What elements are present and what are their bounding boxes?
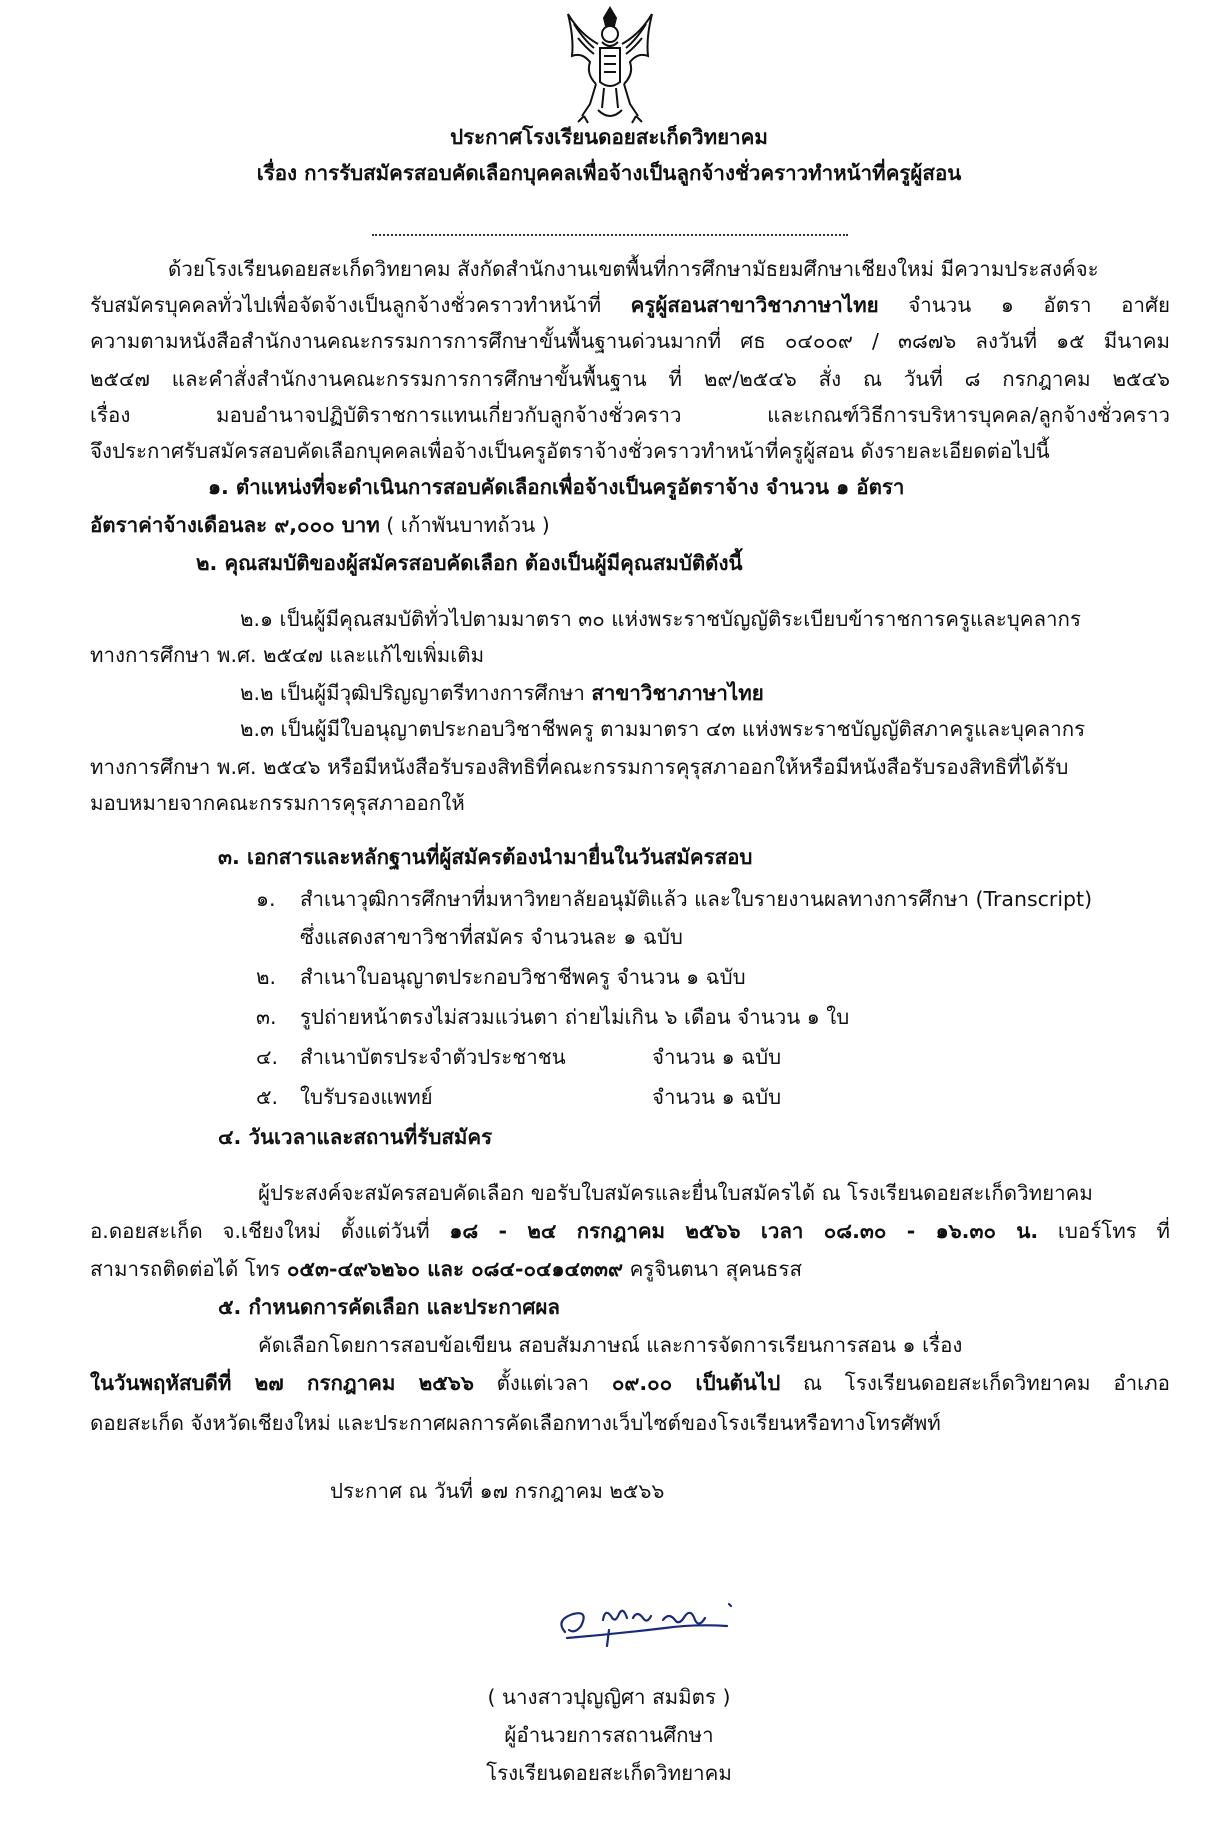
- intro-line-5: เรื่อง มอบอำนาจปฏิบัติราชการแทนเกี่ยวกับลูกจ้างชั่วคราว และเกณฑ์วิธีการบริหารบุคคล/ลูกจ้างชั่วคราว: [90, 403, 1170, 427]
- doc-item-text: รูปถ่ายหน้าตรงไม่สวมแว่นตา ถ่ายไม่เกิน ๖ เดือน จำนวน ๑ ใบ: [300, 1005, 850, 1029]
- signer-name: ( นางสาวปุญญิศา สมมิตร ): [487, 1685, 731, 1709]
- doc-item-text: สำเนาวุฒิการศึกษาที่มหาวิทยาลัยอนุมัติแล้ว และใบรายงานผลทางการศึกษา (Transcript): [300, 887, 1093, 911]
- qualification-2-3-cont: ทางการศึกษา พ.ศ. ๒๕๔๖ หรือมีหนังสือรับรองสิทธิที่คณะกรรมการคุรุสภาออกให้หรือมีหนังสือรับรองสิทธิที่ได้รับ: [90, 755, 1069, 779]
- doc-item-text: สำเนาใบอนุญาตประกอบวิชาชีพครู จำนวน ๑ ฉบับ: [300, 965, 746, 989]
- intro-line-3: ความตามหนังสือสำนักงานคณะกรรมการการศึกษาขั้นพื้นฐานด่วนมากที่ ศธ ๐๔๐๐๙ / ๓๘๗๖ ลงวันที่ ๑๕ มีนาคม: [90, 329, 1170, 353]
- qualification-2-1-cont: ทางการศึกษา พ.ศ. ๒๕๔๗ และแก้ไขเพิ่มเติม: [90, 643, 485, 667]
- application-date: ๑๘ - ๒๔ กรกฎาคม ๒๕๖๖ เวลา ๐๘.๓๐ - ๑๖.๓๐ น.: [449, 1219, 1039, 1243]
- selection-time: ๐๙.๐๐ เป็นต้นไป: [611, 1371, 781, 1395]
- application-line-2: [90, 1214, 1170, 1248]
- doc-item-text: ใบรับรองแพทย์: [300, 1085, 433, 1109]
- major-highlight: สาขาวิชาภาษาไทย: [591, 681, 764, 705]
- doc-item-num: ๒.: [256, 965, 277, 989]
- doc-item-text: สำเนาบัตรประจำตัวประชาชน: [300, 1045, 566, 1069]
- contact-phone: ๐๕๓-๔๙๖๒๖๐ และ ๐๘๔-๐๔๑๔๓๓๙: [286, 1257, 624, 1281]
- selection-text: ตั้งแต่เวลา: [473, 1371, 612, 1395]
- page-title: ประกาศโรงเรียนดอยสะเก็ดวิทยาคม: [450, 125, 768, 149]
- application-line-1: ผู้ประสงค์จะสมัครสอบคัดเลือก ขอรับใบสมัครและยื่นใบสมัครได้ ณ โรงเรียนดอยสะเก็ดวิทยาคม: [258, 1181, 1093, 1205]
- section-3-heading: ๓. เอกสารและหลักฐานที่ผู้สมัครต้องนำมายื่นในวันสมัครสอบ: [218, 845, 753, 869]
- position-highlight: ครูผู้สอนสาขาวิชาภาษาไทย: [630, 293, 879, 317]
- wage-line: [90, 508, 1170, 542]
- section-2-heading: ๒. คุณสมบัติของผู้สมัครสอบคัดเลือก ต้องเป็นผู้มีคุณสมบัติดังนี้: [196, 551, 743, 575]
- doc-item-text-cont: ซึ่งแสดงสาขาวิชาที่สมัคร จำนวนละ ๑ ฉบับ: [300, 925, 683, 949]
- qualification-2-2: [240, 676, 1170, 710]
- section-5-heading: ๕. กำหนดการคัดเลือก และประกาศผล: [218, 1295, 560, 1319]
- signer-position: ผู้อำนวยการสถานศึกษา: [504, 1723, 714, 1747]
- qualification-2-1: ๒.๑ เป็นผู้มีคุณสมบัติทั่วไปตามมาตรา ๓๐ แห่งพระราชบัญญัติระเบียบข้าราชการครูและบุคลากร: [240, 607, 1081, 631]
- application-text: เบอร์โทร ที่: [1038, 1219, 1170, 1243]
- doc-item-num: ๕.: [256, 1085, 279, 1109]
- selection-text: ณ โรงเรียนดอยสะเก็ดวิทยาคม อำเภอ: [780, 1371, 1170, 1395]
- signer-school: โรงเรียนดอยสะเก็ดวิทยาคม: [486, 1761, 732, 1785]
- section-1-heading: ๑. ตำแหน่งที่จะดำเนินการสอบคัดเลือกเพื่อจ้างเป็นครูอัตราจ้าง จำนวน ๑ อัตรา: [208, 475, 905, 499]
- wage-text: ( เก้าพันบาทถ้วน ): [379, 513, 550, 537]
- doc-item-qty: จำนวน ๑ ฉบับ: [652, 1085, 782, 1109]
- selection-line-1: คัดเลือกโดยการสอบข้อเขียน สอบสัมภาษณ์ และการจัดการเรียนการสอน ๑ เรื่อง: [258, 1333, 963, 1357]
- doc-item-num: ๔.: [256, 1045, 279, 1069]
- doc-item-num: ๑.: [256, 887, 276, 911]
- qualification-2-3-cont2: มอบหมายจากคณะกรรมการคุรุสภาออกให้: [90, 791, 465, 815]
- intro-line-2: [90, 288, 1170, 322]
- application-text: อ.ดอยสะเก็ด จ.เชียงใหม่ ตั้งแต่วันที่: [90, 1219, 450, 1243]
- contact-text: สามารถติดต่อได้ โทร: [90, 1257, 287, 1281]
- subject-line: เรื่อง การรับสมัครสอบคัดเลือกบุคคลเพื่อจ้างเป็นลูกจ้างชั่วคราวทำหน้าที่ครูผู้สอน: [256, 161, 962, 185]
- garuda-emblem-icon: [560, 4, 660, 126]
- application-line-3: [90, 1252, 1170, 1286]
- contact-person: ครูจินตนา สุคนธรส: [623, 1257, 802, 1281]
- divider: [372, 234, 848, 236]
- selection-date: ในวันพฤหัสบดีที่ ๒๗ กรกฎาคม ๒๕๖๖: [90, 1371, 474, 1395]
- intro-line-4: ๒๕๔๗ และคำสั่งสำนักงานคณะกรรมการการศึกษาขั้นพื้นฐาน ที่ ๒๙/๒๕๔๖ สั่ง ณ วันที่ ๘ กรกฎาคม ๒๕๔๖: [90, 367, 1170, 391]
- qualification-text: ๒.๒ เป็นผู้มีวุฒิปริญญาตรีทางการศึกษา: [240, 681, 592, 705]
- doc-item-num: ๓.: [256, 1005, 277, 1029]
- intro-line-1: ด้วยโรงเรียนดอยสะเก็ดวิทยาคม สังกัดสำนักงานเขตพื้นที่การศึกษามัธยมศึกษาเชียงใหม่ มีความประสงค์จะ: [168, 257, 1099, 281]
- selection-line-3: ดอยสะเก็ด จังหวัดเชียงใหม่ และประกาศผลการคัดเลือกทางเว็บไซต์ของโรงเรียนหรือทางโทรศัพท์: [90, 1411, 941, 1435]
- intro-text: จำนวน ๑ อัตรา อาศัย: [878, 293, 1170, 317]
- announce-date: ประกาศ ณ วันที่ ๑๗ กรกฎาคม ๒๕๖๖: [330, 1479, 665, 1503]
- qualification-2-3: ๒.๓ เป็นผู้มีใบอนุญาตประกอบวิชาชีพครู ตามมาตรา ๔๓ แห่งพระราชบัญญัติสภาครูและบุคลากร: [240, 717, 1086, 741]
- wage-amount: อัตราค่าจ้างเดือนละ ๙,๐๐๐ บาท: [90, 513, 380, 537]
- intro-line-6: จึงประกาศรับสมัครสอบคัดเลือกบุคคลเพื่อจ้างเป็นครูอัตราจ้างชั่วคราวทำหน้าที่ครูผู้สอน ดังรายละเอียดต่อไปนี้: [90, 439, 1050, 463]
- selection-line-2: [90, 1366, 1170, 1400]
- section-4-heading: ๔. วันเวลาและสถานที่รับสมัคร: [218, 1125, 493, 1149]
- signature-icon: [545, 1590, 745, 1650]
- doc-item-qty: จำนวน ๑ ฉบับ: [652, 1045, 782, 1069]
- intro-text: รับสมัครบุคคลทั่วไปเพื่อจัดจ้างเป็นลูกจ้างชั่วคราวทำหน้าที่: [90, 293, 631, 317]
